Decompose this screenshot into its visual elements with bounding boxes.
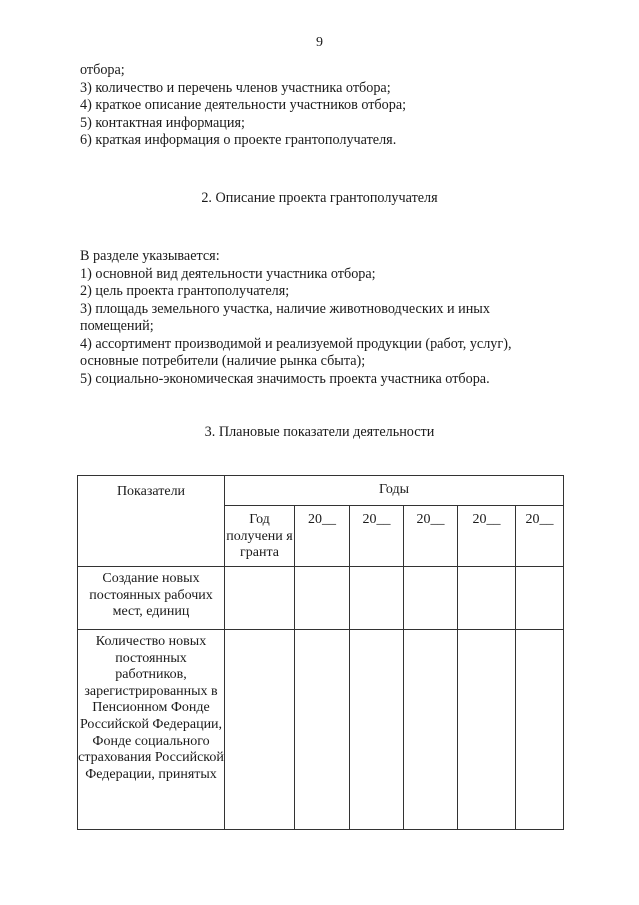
year-column-header: 20__ xyxy=(295,506,350,567)
section2-lead: В разделе указывается: xyxy=(80,248,220,264)
section2-item: 4) ассортимент производимой и реализуемой продукции (работ, услуг), xyxy=(80,335,512,352)
section2-heading: 2. Описание проекта грантополучателя xyxy=(201,190,438,206)
year-column-header: 20__ xyxy=(350,506,404,567)
section2-item: основные потребители (наличие рынка сбыта); xyxy=(80,353,366,369)
table-cell xyxy=(404,630,458,830)
row-label: Количество новых постоянных работников, зарегистрированных в Пенсионном Фонде Российской Федерации, Фонде социального страхования Российской Федерации, принятых xyxy=(78,630,225,830)
table-cell xyxy=(295,630,350,830)
table-cell xyxy=(350,630,404,830)
intro-item: 5) контактная информация; xyxy=(80,114,245,131)
section2-item: 1) основной вид деятельности участника отбора; xyxy=(80,265,376,282)
section2-item: 5) социально-экономическая значимость проекта участника отбора. xyxy=(80,370,490,387)
table-cell xyxy=(295,567,350,630)
table-cell xyxy=(404,567,458,630)
section2-item: помещений; xyxy=(80,318,154,334)
row-label: Создание новых постоянных рабочих мест, единиц xyxy=(78,567,225,630)
section2-item: 3) площадь земельного участка, наличие животноводческих и иных xyxy=(80,300,490,317)
table-cell xyxy=(225,567,295,630)
year-column-header: 20__ xyxy=(404,506,458,567)
year-column-header: 20__ xyxy=(516,506,564,567)
section2-list xyxy=(80,248,550,388)
intro-item: 6) краткая информация о проекте грантополучателя. xyxy=(80,132,397,148)
table-cell xyxy=(516,630,564,830)
table-cell xyxy=(516,567,564,630)
table-row xyxy=(78,567,564,630)
intro-item: отбора; xyxy=(80,62,125,78)
indicators-table xyxy=(77,475,564,830)
table-cell xyxy=(225,630,295,830)
year-column-header: Год получени я гранта xyxy=(225,506,295,567)
indicators-header: Показатели xyxy=(78,476,225,567)
page-number: 9 xyxy=(316,35,323,50)
years-header: Годы xyxy=(225,476,564,506)
intro-list xyxy=(80,62,550,150)
section3-heading: 3. Плановые показатели деятельности xyxy=(204,424,435,440)
table-cell xyxy=(458,630,516,830)
section2-item: 2) цель проекта грантополучателя; xyxy=(80,283,290,299)
intro-item: 4) краткое описание деятельности участников отбора; xyxy=(80,97,407,113)
table-cell xyxy=(350,567,404,630)
table-row xyxy=(78,630,564,830)
intro-item: 3) количество и перечень членов участника отбора; xyxy=(80,79,391,96)
table-cell xyxy=(458,567,516,630)
year-column-header: 20__ xyxy=(458,506,516,567)
